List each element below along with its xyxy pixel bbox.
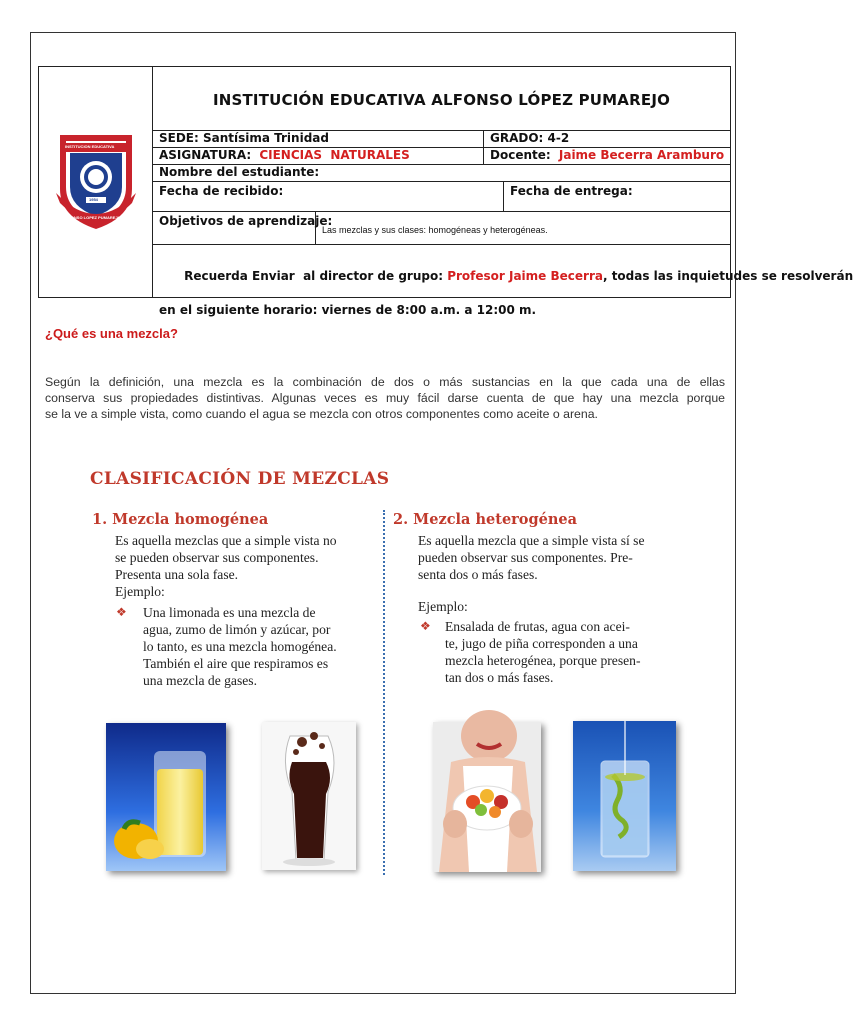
row-asignatura [153,147,730,164]
heterogenea-line: Es aquella mezcla que a simple vista sí se [418,533,645,548]
homogenea-example-line: lo tanto, es una mezcla homogénea. [143,639,337,654]
logo-top-text: INSTITUCION EDUCATIVA [65,144,115,149]
paragraph-line-2: conserva sus propiedades distintivas. Algunas veces es muy fácil darse cuenta de que hay una mezcla porque [45,391,725,405]
homogenea-heading: 1. Mezcla homogénea [92,511,269,528]
row-objetivos [153,211,730,244]
paragraph-line-3: se la ve a simple vista, como cuando el agua se mezcla con otros componentes como aceite o arena. [45,407,598,421]
classification-title: CLASIFICACIÓN DE MEZCLAS [90,469,390,489]
homogenea-line: Presenta una sola fase. [115,567,239,582]
heterogenea-example-line: Ensalada de frutas, agua con acei- [445,619,630,634]
header-table [38,66,853,317]
logo-year: 1954 [89,197,98,202]
row-nombre [153,164,730,181]
row-sede [153,130,730,147]
institution-title: INSTITUCIÓN EDUCATIVA ALFONSO LÓPEZ PUMAREJO [212,91,671,109]
objetivos-label: Objetivos de aprendizaje: [159,214,333,228]
diamond-bullet-icon: ❖ [420,619,431,633]
homogenea-example-line: una mezcla de gases. [143,673,257,688]
homogenea-line: Es aquella mezclas que a simple vista no [115,533,337,548]
recuerda-line-1 [159,251,853,302]
fruit-salad-photo [433,722,541,872]
homogenea-example-line: Una limonada es una mezcla de [143,605,316,620]
homogenea-line: se pueden observar sus componentes. [115,550,319,565]
paragraph-line-1: Según la definición, una mezcla es la combinación de dos o más sustancias en la que cada una de ellas [45,375,725,389]
homogenea-ejemplo: Ejemplo: [115,584,165,599]
row-recuerda [153,244,853,317]
recuerda-line-2: en el siguiente horario: viernes de 8:00 a.m. a 12:00 m. [159,303,537,317]
homogenea-example-line: agua, zumo de limón y azúcar, por [143,622,331,637]
heterogenea-description [418,532,645,583]
heterogenea-line: senta dos o más fases. [418,567,538,582]
homogenea-example-line: También el aire que respiramos es [143,656,329,671]
fecha-recibido-cell: Fecha de recibido: [159,184,284,198]
logo-cell [39,67,153,297]
fecha-entrega-cell: Fecha de entrega: [503,182,730,211]
homogenea-description [115,532,337,600]
oil-water-glass-photo [573,721,676,871]
lemonade-photo [106,723,226,871]
recuerda-name: Profesor Jaime Becerra [447,269,603,283]
asignatura-label: ASIGNATURA: [159,148,252,162]
row-fechas [153,181,730,211]
definition-paragraph [45,374,725,422]
heterogenea-ejemplo: Ejemplo: [418,599,468,614]
asignatura-value: CIENCIAS NATURALES [259,148,410,162]
recuerda-post: , todas las inquietudes se resolverán [602,269,853,283]
diamond-bullet-icon: ❖ [116,605,127,619]
recuerda-pre: Recuerda Enviar al director de grupo: [184,269,448,283]
grado-cell: GRADO: 4-2 [483,131,730,147]
heterogenea-example [445,618,641,686]
nombre-cell: Nombre del estudiante: [159,165,320,179]
homogenea-example [143,604,337,689]
heterogenea-heading: 2. Mezcla heterogénea [393,511,578,528]
heterogenea-example-line: tan dos o más fases. [445,670,554,685]
heterogenea-line: pueden observar sus componentes. Pre- [418,550,633,565]
docente-cell [483,148,730,164]
soda-glass-photo [262,722,356,870]
heterogenea-example-line: mezcla heterogénea, porque presen- [445,653,641,668]
docente-value: Jaime Becerra Aramburo [558,148,725,162]
heterogenea-example-line: te, jugo de piña corresponden a una [445,636,638,651]
asignatura-cell [153,148,483,164]
objetivos-value: Las mezclas y sus clases: homogéneas y heterogéneas. [315,212,730,244]
logo-bottom-text: ALFONSO LOPEZ PUMAREJO [63,215,121,220]
docente-label: Docente: [490,148,551,162]
sede-cell: SEDE: Santísima Trinidad [159,131,329,145]
question-title: ¿Qué es una mezcla? [45,326,178,341]
column-divider [383,510,385,875]
